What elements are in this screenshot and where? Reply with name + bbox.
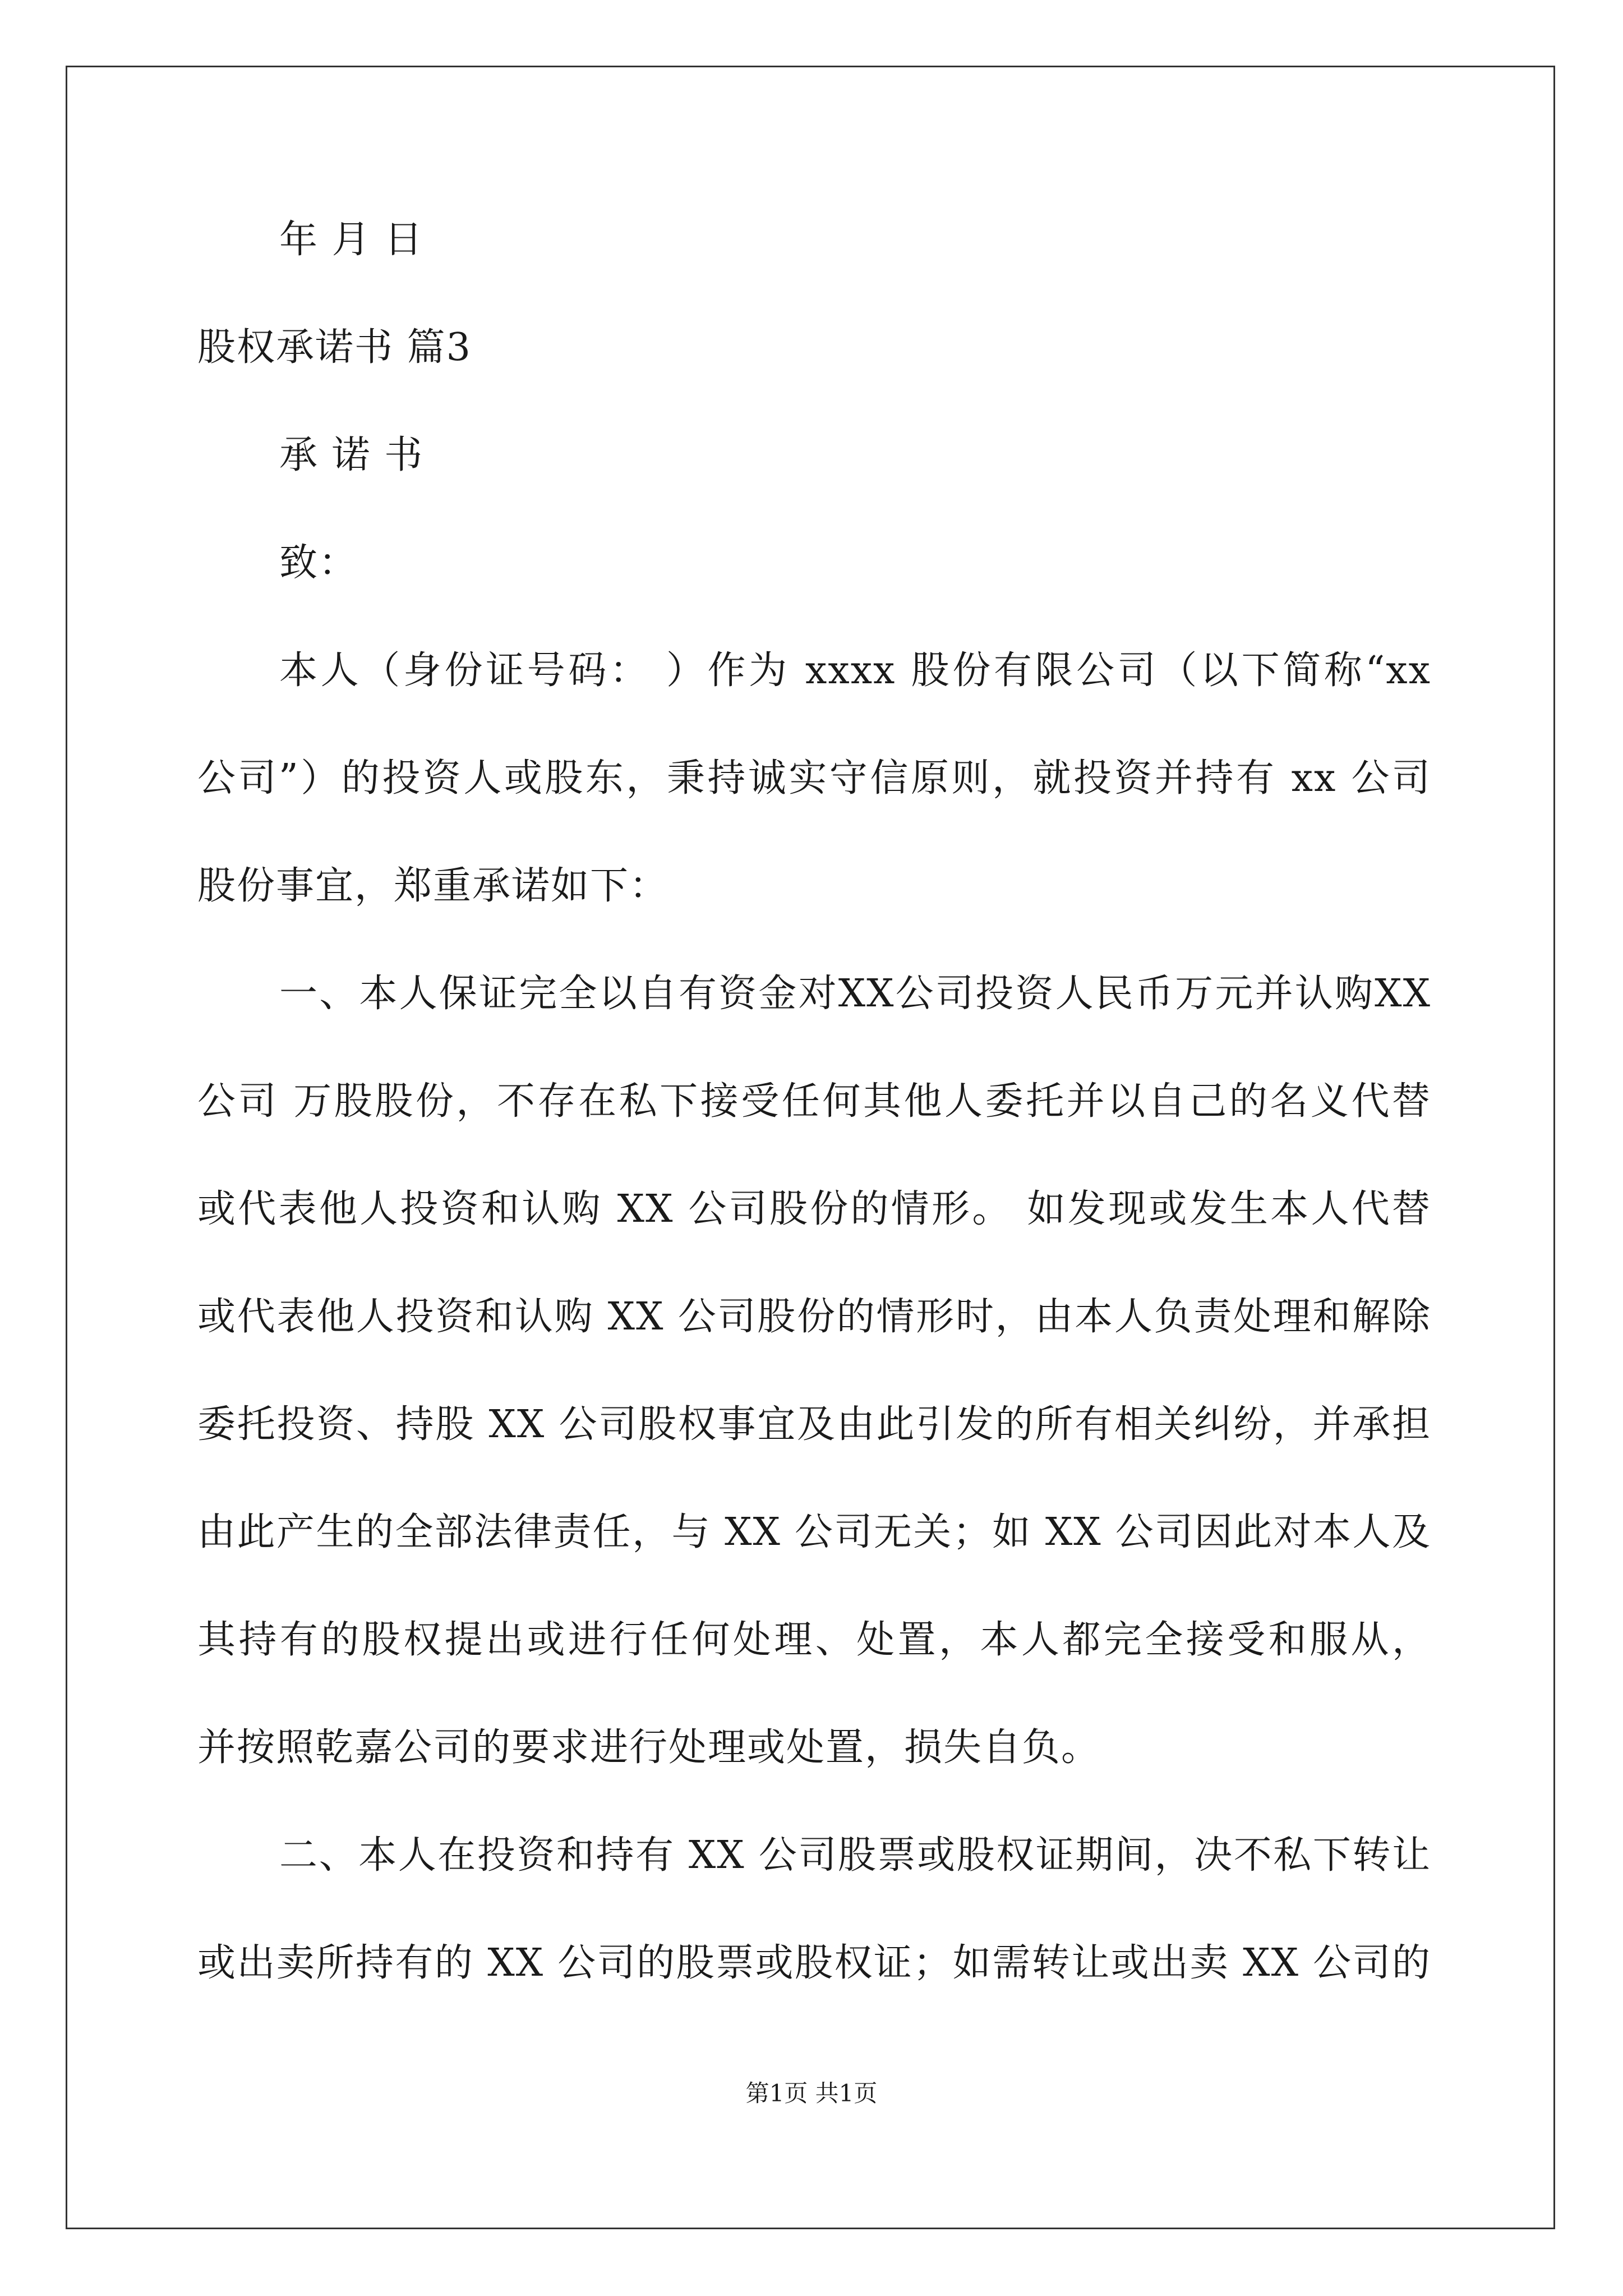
letter-title: 承 诺 书 (279, 433, 424, 477)
salutation: 致： (279, 541, 358, 585)
paragraph-line: 或出卖所持有的 XX 公司的股票或股权证；如需转让或出卖 XX 公司的 (197, 1941, 1431, 1985)
section-heading: 股权承诺书 篇3 (197, 325, 472, 370)
paragraph-line: 二、本人在投资和持有 XX 公司股票或股权证期间，决不私下转让 (279, 1833, 1431, 1878)
paragraph-line: 其持有的股权提出或进行任何处理、处置，本人都完全接受和服从， (197, 1618, 1431, 1662)
paragraph-line: 或代表他人投资和认购 XX 公司股份的情形。 如发现或发生本人代替 (197, 1187, 1431, 1231)
page-border (66, 66, 1555, 2229)
paragraph-line: 公司”）的投资人或股东，秉持诚实守信原则，就投资并持有 xx 公司 (197, 756, 1431, 800)
page-number-footer: 第1页 共1页 (745, 2079, 878, 2107)
paragraph-line: 本人（身份证号码： ）作为 xxxx 股份有限公司（以下简称“xx (279, 648, 1431, 693)
date-line: 年 月 日 (279, 218, 424, 262)
paragraph-line: 公司 万股股份，不存在私下接受任何其他人委托并以自己的名义代替 (197, 1079, 1431, 1124)
paragraph-line: 由此产生的全部法律责任，与 XX 公司无关；如 XX 公司因此对本人及 (197, 1510, 1431, 1554)
paragraph-line: 委托投资、持股 XX 公司股权事宜及由此引发的所有相关纠纷，并承担 (197, 1402, 1431, 1447)
paragraph-line: 或代表他人投资和认购 XX 公司股份的情形时，由本人负责处理和解除 (197, 1295, 1431, 1339)
paragraph-line: 并按照乾嘉公司的要求进行处理或处置，损失自负。 (197, 1726, 1101, 1770)
paragraph-line: 一、本人保证完全以自有资金对XX公司投资人民币万元并认购XX (279, 972, 1431, 1016)
paragraph-line: 股份事宜，郑重承诺如下： (197, 864, 669, 908)
